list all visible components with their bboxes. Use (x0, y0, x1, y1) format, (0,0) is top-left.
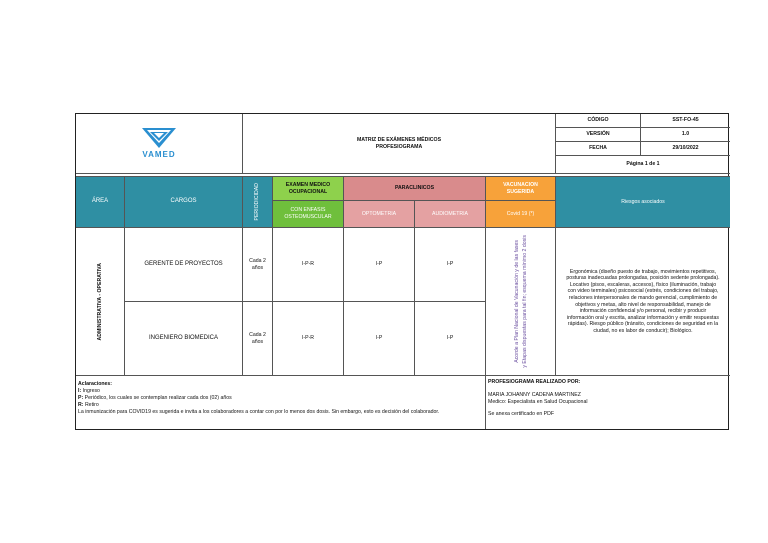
vacunacion-text-1: Acorde a Plan Nacional de Vacunación y de las fases (513, 240, 520, 363)
row-2-optometria: I-P (344, 302, 415, 376)
col-vacunacion: VACUNACION SUGERIDA (486, 177, 556, 201)
page-number: Página 1 de 1 (556, 156, 730, 174)
riesgos-cell (556, 228, 730, 376)
realizado-name: MARIA JOHANNY CADENA MARTINEZ (488, 392, 581, 398)
meta-label-version: VERSIÓN (556, 128, 641, 142)
meta-value-version: 1.0 (641, 128, 730, 142)
row-2-examen: I-P-R (273, 302, 344, 376)
logo-cell (76, 114, 243, 174)
area-label: ADMINISTRATIVA - OPERATIVA (96, 262, 103, 341)
col-audiometria: AUDIOMETRIA (415, 201, 486, 228)
meta-value-fecha: 29/10/2022 (641, 142, 730, 156)
col-periodicidad (243, 177, 273, 228)
row-1-cargo: GERENTE DE PROYECTOS (125, 228, 243, 302)
aclaracion-i-text: Ingreso (82, 388, 100, 394)
aclaraciones-title: Aclaraciones: (78, 381, 113, 387)
title-line-1: MATRIZ DE EXÁMENES MÉDICOS (356, 136, 442, 143)
aclaracion-covid: La inmunización para COVID19 es sugerida e invita a los colaboradores a contar con por lo menos dos dosis. Sin embargo, esto es decisión del colaborador. (78, 409, 440, 415)
document-title (243, 114, 556, 174)
row-1-audiometria: I-P (415, 228, 486, 302)
area-cell (76, 228, 125, 376)
realizado-title: PROFESIOGRAMA REALIZADO POR: (488, 379, 581, 385)
meta-value-codigo: SST-FO-45 (641, 114, 730, 128)
aclaracion-retiro (78, 402, 439, 409)
aclaraciones-block (78, 381, 439, 416)
col-vacunacion-sub: Covid 19 (*) (486, 201, 556, 228)
realizado-block (488, 379, 588, 418)
col-examen-sub: CON ENFASIS OSTEOMUSCULAR (273, 201, 344, 228)
col-examen-medico: EXAMEN MEDICO OCUPACIONAL (273, 177, 344, 201)
aclaracion-r-text: Retiro (84, 402, 99, 408)
realizado-role: Medico: Especialista en Salud Ocupacional (488, 399, 588, 405)
col-cargos: CARGOS (125, 177, 243, 228)
meta-label-codigo: CÓDIGO (556, 114, 641, 128)
row-2-cargo: INGENIERO BIOMEDICA (125, 302, 243, 376)
meta-label-fecha: FECHA (556, 142, 641, 156)
aclaracion-p-text: Periódico, los cuales se contemplan realizar cada dos (02) años (84, 395, 232, 401)
row-1-examen: I-P-R (273, 228, 344, 302)
row-1-optometria: I-P (344, 228, 415, 302)
aclaracion-i-label: I: (78, 388, 82, 394)
realizado-note: Se anexa certificado en PDF (488, 411, 555, 417)
col-riesgos: Riesgos asociados (556, 177, 730, 228)
col-periodicidad-label: PERIODICIDAD (254, 183, 261, 221)
vacunacion-text-2: y Etapas dispuestas para tal fin; esquema mínimo 2 dosis (521, 235, 528, 368)
row-2-periodicidad: Cada 2 años (243, 302, 273, 376)
aclaracion-p-label: P: (78, 395, 84, 401)
logo-text: VAMED (142, 150, 176, 159)
row-1-periodicidad: Cada 2 años (243, 228, 273, 302)
col-paraclinicos: PARACLINICOS (344, 177, 486, 201)
row-2-audiometria: I-P (415, 302, 486, 376)
profesiograma-document (75, 113, 729, 430)
col-area: ÁREA (76, 177, 125, 228)
aclaracion-periodico (78, 395, 439, 402)
aclaracion-ingreso (78, 388, 439, 395)
col-optometria: OPTOMETRIA (344, 201, 415, 228)
vamed-logo-icon (142, 128, 176, 148)
riesgos-text: Ergonómica (diseño puesto de trabajo, movimientos repetitivos, posturas inadecuadas prolongadas, posición sedente prolongada). Locativo (pisos, escaleras, accesos), físico (iluminación, trabajo con video terminales) psicosocial (estrés, condiciones del trabajo, relaciones interpersonales de mando gerencial, cumplimiento de objetivos y metas, alto nivel de responsabilidad, manejo de información confidencial y/o personal, recibir y producir información oral y escrita, analizar información y emitir respuestas rápidas). Riesgo público (tránsito, condiciones de seguridad en la ciudad, no es labor de conducir); Biológico. (566, 268, 720, 334)
aclaracion-r-label: R: (78, 402, 84, 408)
title-line-2: PROFESIOGRAMA (375, 143, 423, 150)
vacunacion-cell (486, 228, 556, 376)
